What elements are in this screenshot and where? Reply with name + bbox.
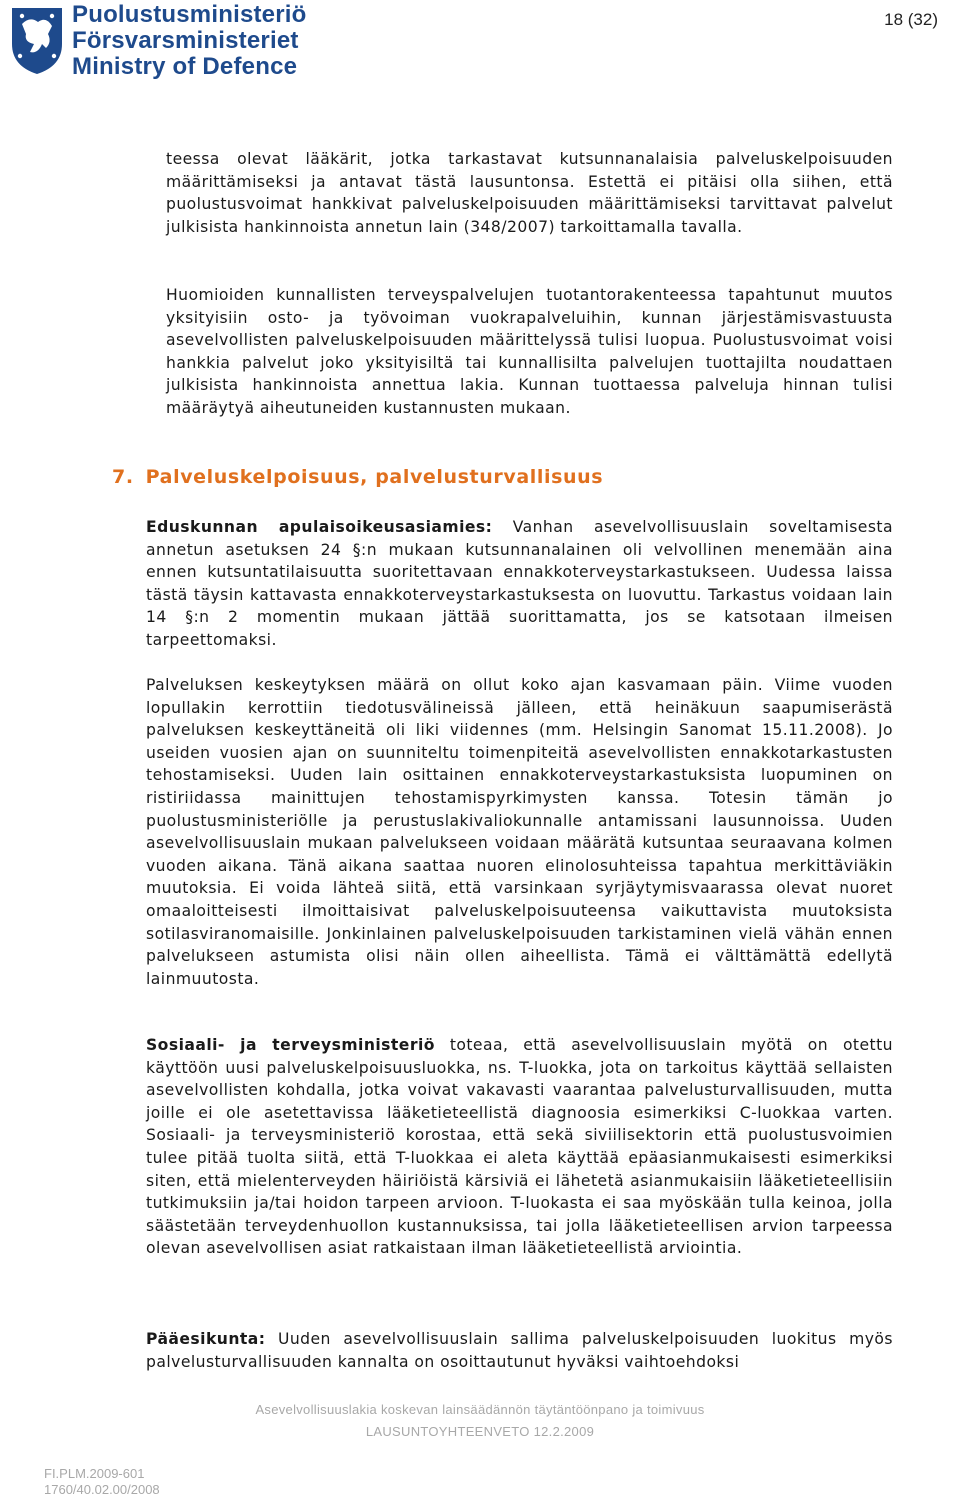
logo-line-en: Ministry of Defence: [72, 53, 298, 80]
paragraph-6: [146, 1328, 893, 1373]
section-heading: [112, 466, 603, 488]
speaker-label: Eduskunnan apulaisoikeusasiamies:: [146, 518, 493, 536]
paragraph-text: toteaa, että asevelvollisuuslain myötä on otettu käyttöön uusi palveluskelpoisuusluokka, ns. T-luokka, jota on tarkoitus käyttää sellaisten asevelvollisten kohdalla, jotka voivat vakavasti vaarantaa palvelusturvallisuuden, mutta joille ei ole asetettavissa lääketieteellistä diagnoosia esimerkiksi C-luokkaa varten. Sosiaali- ja terveysministeriö korostaa, että sekä siviilisektorin että puolustusvoimien tulee pitää tuolta siitä, että T-luokkaa ei aleta käyttää epäasianmukaisesti esimerkiksi siten, että mielenterveyden häiriöistä kärsiviä ei lähetetä asianmukaisiin lääketieteellisiin tutkimuksiin ja/tai hoidon tarpeen arvioon. T-luokasta ei saa myöskään tulla keinoa, jolla säästetään terveydenhuollon kustannuksissa, tai jolla lääketieteellisen arvion tarpeessa olevan asevelvollisen asiat ratkaistaan ilman lääketieteellistä arviointia.: [146, 1036, 894, 1258]
ministry-logo-text: [72, 2, 307, 80]
footer-title: Asevelvollisuuslakia koskevan lainsäädännön täytäntöönpano ja toimivuus: [255, 1402, 705, 1417]
speaker-label: Sosiaali- ja terveysministeriö: [146, 1036, 435, 1054]
page-header: [0, 0, 960, 90]
footer-ref-2: 1760/40.02.00/2008: [44, 1482, 160, 1497]
section-title: Palveluskelpoisuus, palvelusturvallisuus: [145, 466, 604, 488]
paragraph-1: teessa olevat lääkärit, jotka tarkastavat kutsunnanalaisia palveluskelpoisuuden määrittämiseksi ja antavat tästä lausuntonsa. Estettä ei pitäisi olla siihen, että puolustusvoimat hankkivat palveluskelpoisuuden määrittämiseksi tarvittavat palvelut julkisista hankinnoista annetun lain (348/2007) tarkoittamalla tavalla.: [166, 150, 893, 236]
logo-line-fi: Puolustusministeriö: [72, 1, 307, 28]
footer-ref-1: FI.PLM.2009-601: [44, 1466, 145, 1481]
section-number: 7.: [112, 466, 134, 488]
speaker-label: Pääesikunta:: [146, 1330, 266, 1348]
paragraph-5: [146, 1034, 893, 1260]
paragraph-text: Uuden asevelvollisuuslain sallima palveluskelpoisuuden luokitus myös palvelusturvallisuuden kannalta on osoittautunut hyväksi vaihtoehdoksi: [146, 1330, 893, 1371]
paragraph-3: [146, 516, 893, 652]
paragraph-2: Huomioiden kunnallisten terveyspalvelujen tuotantorakenteessa tapahtunut muutos yksityisiin osto- ja työvoiman vuokrapalveluihin, kunnan järjestämisvastuusta asevelvollisten palveluskelpoisuuden määrittelyssä tulisi luopua. Puolustusvoimat voisi hankkia palvelut joko yksityisiltä tai kunnallisilta palvelujen tuottajilta noudattaen julkisista hankinnoista annettua lakia. Kunnan tuottaessa palveluja hinnan tulisi määräytyä aiheutuneiden kustannusten mukaan.: [166, 286, 893, 417]
logo-line-sv: Försvarsministeriet: [72, 27, 299, 54]
lion-crest-icon: [8, 4, 66, 76]
paragraph-4: Palveluksen keskeytyksen määrä on ollut koko ajan kasvamaan päin. Viime vuoden lopullakin kerrottiin tiedotusvälineissä jälleen, että heinäkuun saapumiserästä palveluksen keskeyttäneitä oli liki viidennes (mm. Helsingin Sanomat 15.11.2008). Jo useiden vuosien ajan on suunniteltu toimenpiteitä asevelvollisten ennakkotarkastusten tehostamiseksi. Uuden lain osittainen ennakkoterveystarkastuksista luopuminen on ristiriidassa mainittujen tehostamispyrkimysten kanssa. Totesin tämän jo puolustusministeriölle ja perustuslakivaliokunnalle antamissani lausunnoissa. Uuden asevelvollisuuslain mukaan palvelukseen voidaan määrätä kutsuntaa seuraavana kolmen vuoden aikana. Tänä aikana saattaa nuoren elinolosuhteissa tapahtua merkittäviäkin muutoksia. Ei voida lähteä siitä, että varsinkaan syrjäytymisvaarassa olevat nuoret omaaloitteisesti ilmoittaisivat palveluskelpoisuuteensa vaikuttavista muutoksista sotilasviranomaisille. Jonkinlainen palveluskelpoisuuden tarkistaminen vielä vähän ennen palvelukseen astumista olisi näin ollen aiheellista. Tämä ei välttämättä edellytä lainmuutosta.: [146, 676, 893, 988]
paragraph-text: Vanhan asevelvollisuuslain soveltamisesta annetun asetuksen 24 §:n mukaan kutsunnanalainen oli velvollinen menemään aina ennen kutsuntatilaisuutta suoritettavaan ennakkoterveystarkastukseen. Uudessa laissa tästä täysin kattavasta ennakkoterveystarkastuksesta on luovuttu. Tarkastus voidaan lain 14 §:n 2 momentin mukaan jättää suorittamatta, jos se katsotaan ilmeisen tarpeettomaksi.: [146, 518, 893, 649]
footer-subtitle: LAUSUNTOYHTEENVETO 12.2.2009: [365, 1424, 595, 1439]
page-number: 18 (32): [884, 10, 938, 29]
